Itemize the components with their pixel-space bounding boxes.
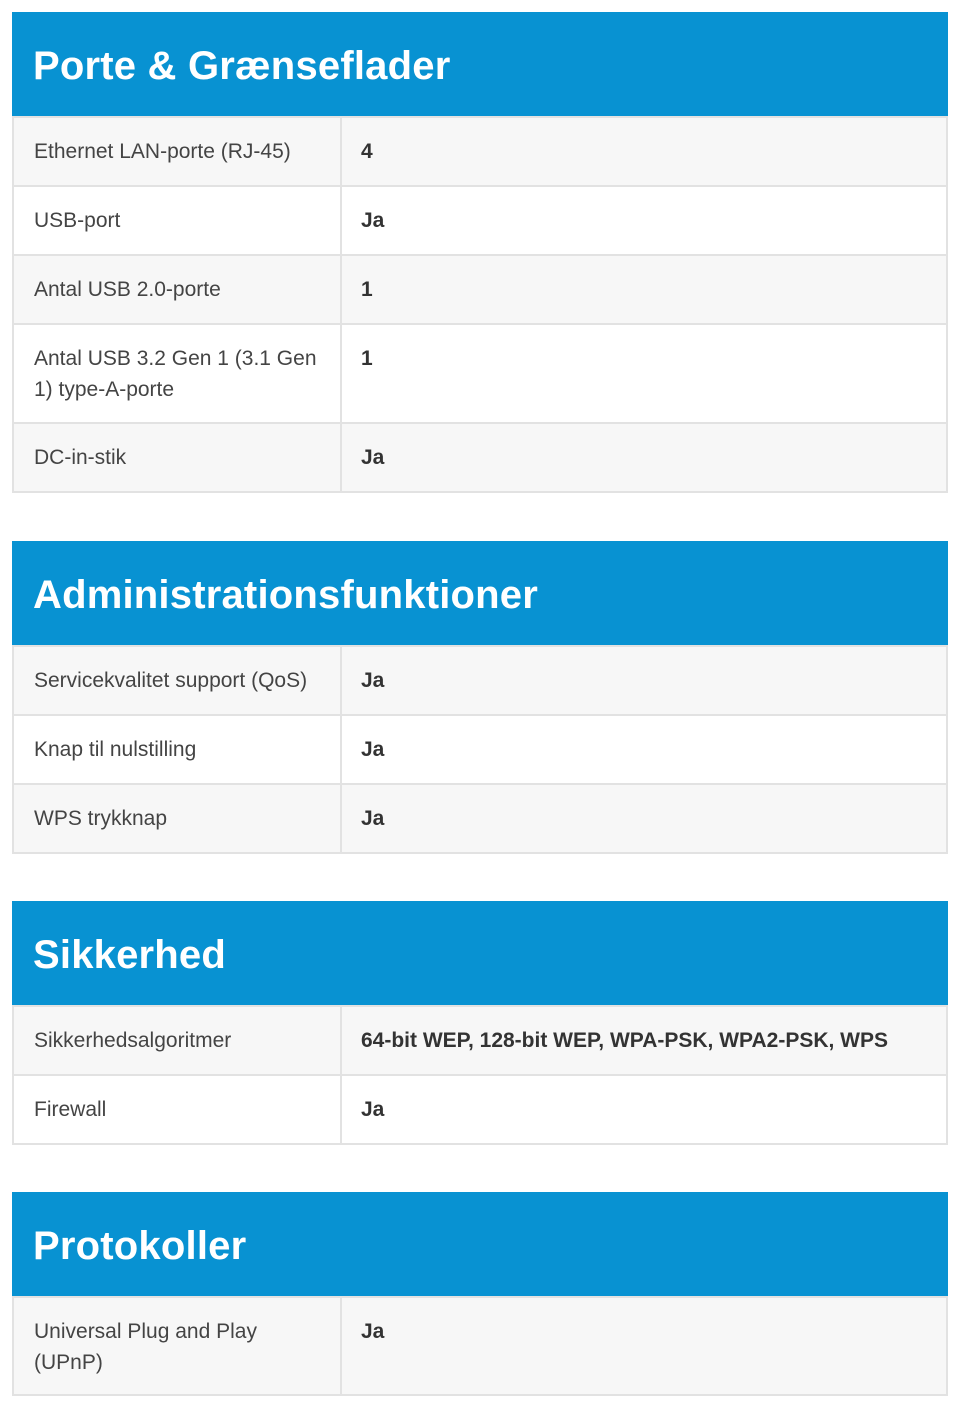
table-row xyxy=(13,324,947,423)
spec-table xyxy=(12,116,948,493)
spec-value: Ja xyxy=(341,646,947,715)
section-title: Administrationsfunktioner xyxy=(33,573,539,617)
spec-value: 64-bit WEP, 128-bit WEP, WPA-PSK, WPA2-PSK, WPS xyxy=(341,1006,947,1075)
table-row xyxy=(13,117,947,186)
spec-label: Ethernet LAN-porte (RJ-45) xyxy=(13,117,341,186)
spec-label: Sikkerhedsalgoritmer xyxy=(13,1006,341,1075)
section-title: Porte & Grænseflader xyxy=(33,44,451,88)
section-header xyxy=(12,12,948,116)
section-title: Sikkerhed xyxy=(33,933,227,977)
section-protocols xyxy=(12,1192,948,1396)
table-row xyxy=(13,423,947,492)
spec-label: Antal USB 2.0-porte xyxy=(13,255,341,324)
table-row xyxy=(13,1075,947,1144)
spec-label: Universal Plug and Play (UPnP) xyxy=(13,1297,341,1395)
spec-label: WPS trykknap xyxy=(13,784,341,853)
spec-label: Servicekvalitet support (QoS) xyxy=(13,646,341,715)
spec-value: Ja xyxy=(341,1075,947,1144)
spec-label: DC-in-stik xyxy=(13,423,341,492)
table-row xyxy=(13,255,947,324)
spec-value: Ja xyxy=(341,784,947,853)
section-security xyxy=(12,901,948,1145)
spec-label: USB-port xyxy=(13,186,341,255)
section-header xyxy=(12,1192,948,1296)
spec-label: Knap til nulstilling xyxy=(13,715,341,784)
spec-table xyxy=(12,1296,948,1396)
spec-label: Antal USB 3.2 Gen 1 (3.1 Gen 1) type-A-porte xyxy=(13,324,341,423)
section-title: Protokoller xyxy=(33,1224,247,1268)
section-administration xyxy=(12,541,948,854)
section-header xyxy=(12,901,948,1005)
spec-table xyxy=(12,645,948,854)
section-header xyxy=(12,541,948,645)
spec-label: Firewall xyxy=(13,1075,341,1144)
table-row xyxy=(13,715,947,784)
spec-table xyxy=(12,1005,948,1145)
section-ports-interfaces xyxy=(12,12,948,493)
table-row xyxy=(13,784,947,853)
table-row xyxy=(13,646,947,715)
spec-value: Ja xyxy=(341,423,947,492)
spec-value: 1 xyxy=(341,324,947,423)
spec-value: 1 xyxy=(341,255,947,324)
table-row xyxy=(13,1006,947,1075)
spec-value: 4 xyxy=(341,117,947,186)
spec-value: Ja xyxy=(341,186,947,255)
table-row xyxy=(13,186,947,255)
spec-value: Ja xyxy=(341,715,947,784)
spec-value: Ja xyxy=(341,1297,947,1395)
table-row xyxy=(13,1297,947,1395)
